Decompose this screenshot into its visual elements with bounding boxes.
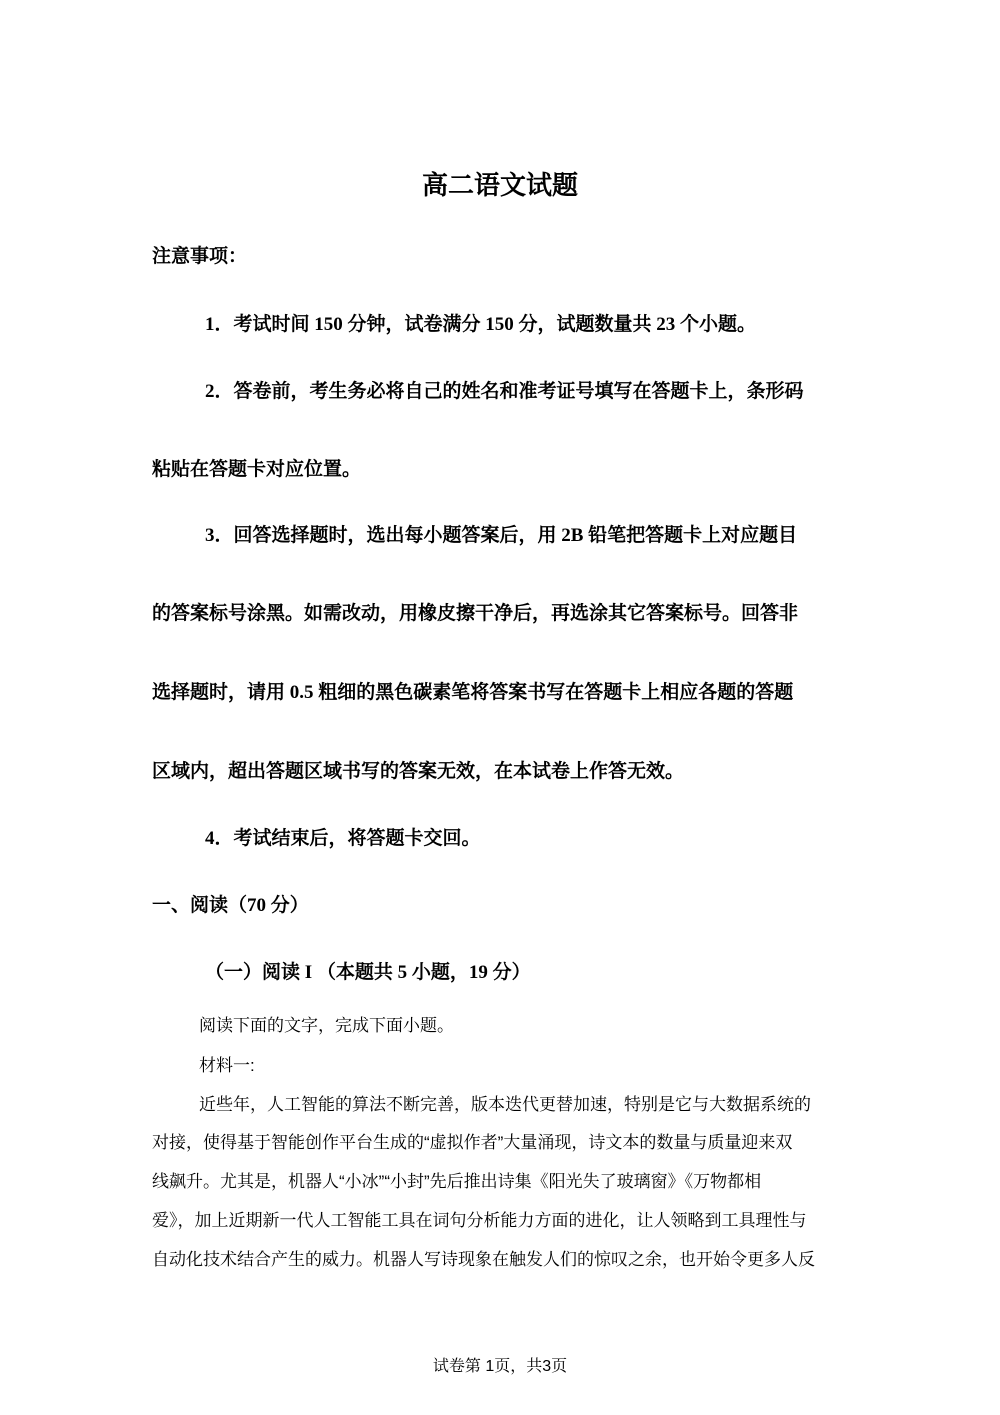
page-title: 高二语文试题 xyxy=(421,171,578,200)
passage-line: 爱》，加上近期新一代人工智能工具在词句分析能力方面的进化，让人领略到工具理性与 xyxy=(152,1211,807,1230)
notice-heading: 注意事项： xyxy=(152,246,248,267)
passage-line: 线飙升。尤其是，机器人“小冰”“小封”先后推出诗集《阳光失了玻璃窗》《万物都相 xyxy=(152,1172,762,1191)
notice-line: 粘贴在答题卡对应位置。 xyxy=(152,459,362,480)
page-footer: 试卷第 1页，共3页 xyxy=(432,1358,568,1375)
passage-line: 对接，使得基于智能创作平台生成的“虚拟作者”大量涌现，诗文本的数量与质量迎来双 xyxy=(152,1133,793,1152)
material-label: 材料一: xyxy=(199,1056,255,1075)
notice-line: 选择题时，请用 0.5 粗细的黑色碳素笔将答案书写在答题卡上相应各题的答题 xyxy=(152,682,794,703)
section-heading: 一、阅读（70 分） xyxy=(152,895,309,916)
notice-line: 的答案标号涂黑。如需改动，用橡皮擦干净后，再选涂其它答案标号。回答非 xyxy=(152,603,799,624)
notice-line: 1．考试时间 150 分钟，试卷满分 150 分，试题数量共 23 个小题。 xyxy=(205,314,757,335)
notice-line: 区域内，超出答题区域书写的答案无效，在本试卷上作答无效。 xyxy=(152,761,685,782)
passage-line: 近些年，人工智能的算法不断完善，版本迭代更替加速，特别是它与大数据系统的 xyxy=(199,1095,811,1114)
notice-line: 2．答卷前，考生务必将自己的姓名和准考证号填写在答题卡上，条形码 xyxy=(205,381,804,402)
notice-line: 4．考试结束后，将答题卡交回。 xyxy=(205,828,481,849)
subsection-heading: （一）阅读 I （本题共 5 小题，19 分） xyxy=(205,962,531,983)
reading-instruction: 阅读下面的文字，完成下面小题。 xyxy=(199,1016,454,1035)
passage-line: 自动化技术结合产生的威力。机器人写诗现象在触发人们的惊叹之余，也开始令更多人反 xyxy=(152,1250,815,1269)
notice-line: 3．回答选择题时，选出每小题答案后，用 2B 铅笔把答题卡上对应题目 xyxy=(205,525,798,546)
